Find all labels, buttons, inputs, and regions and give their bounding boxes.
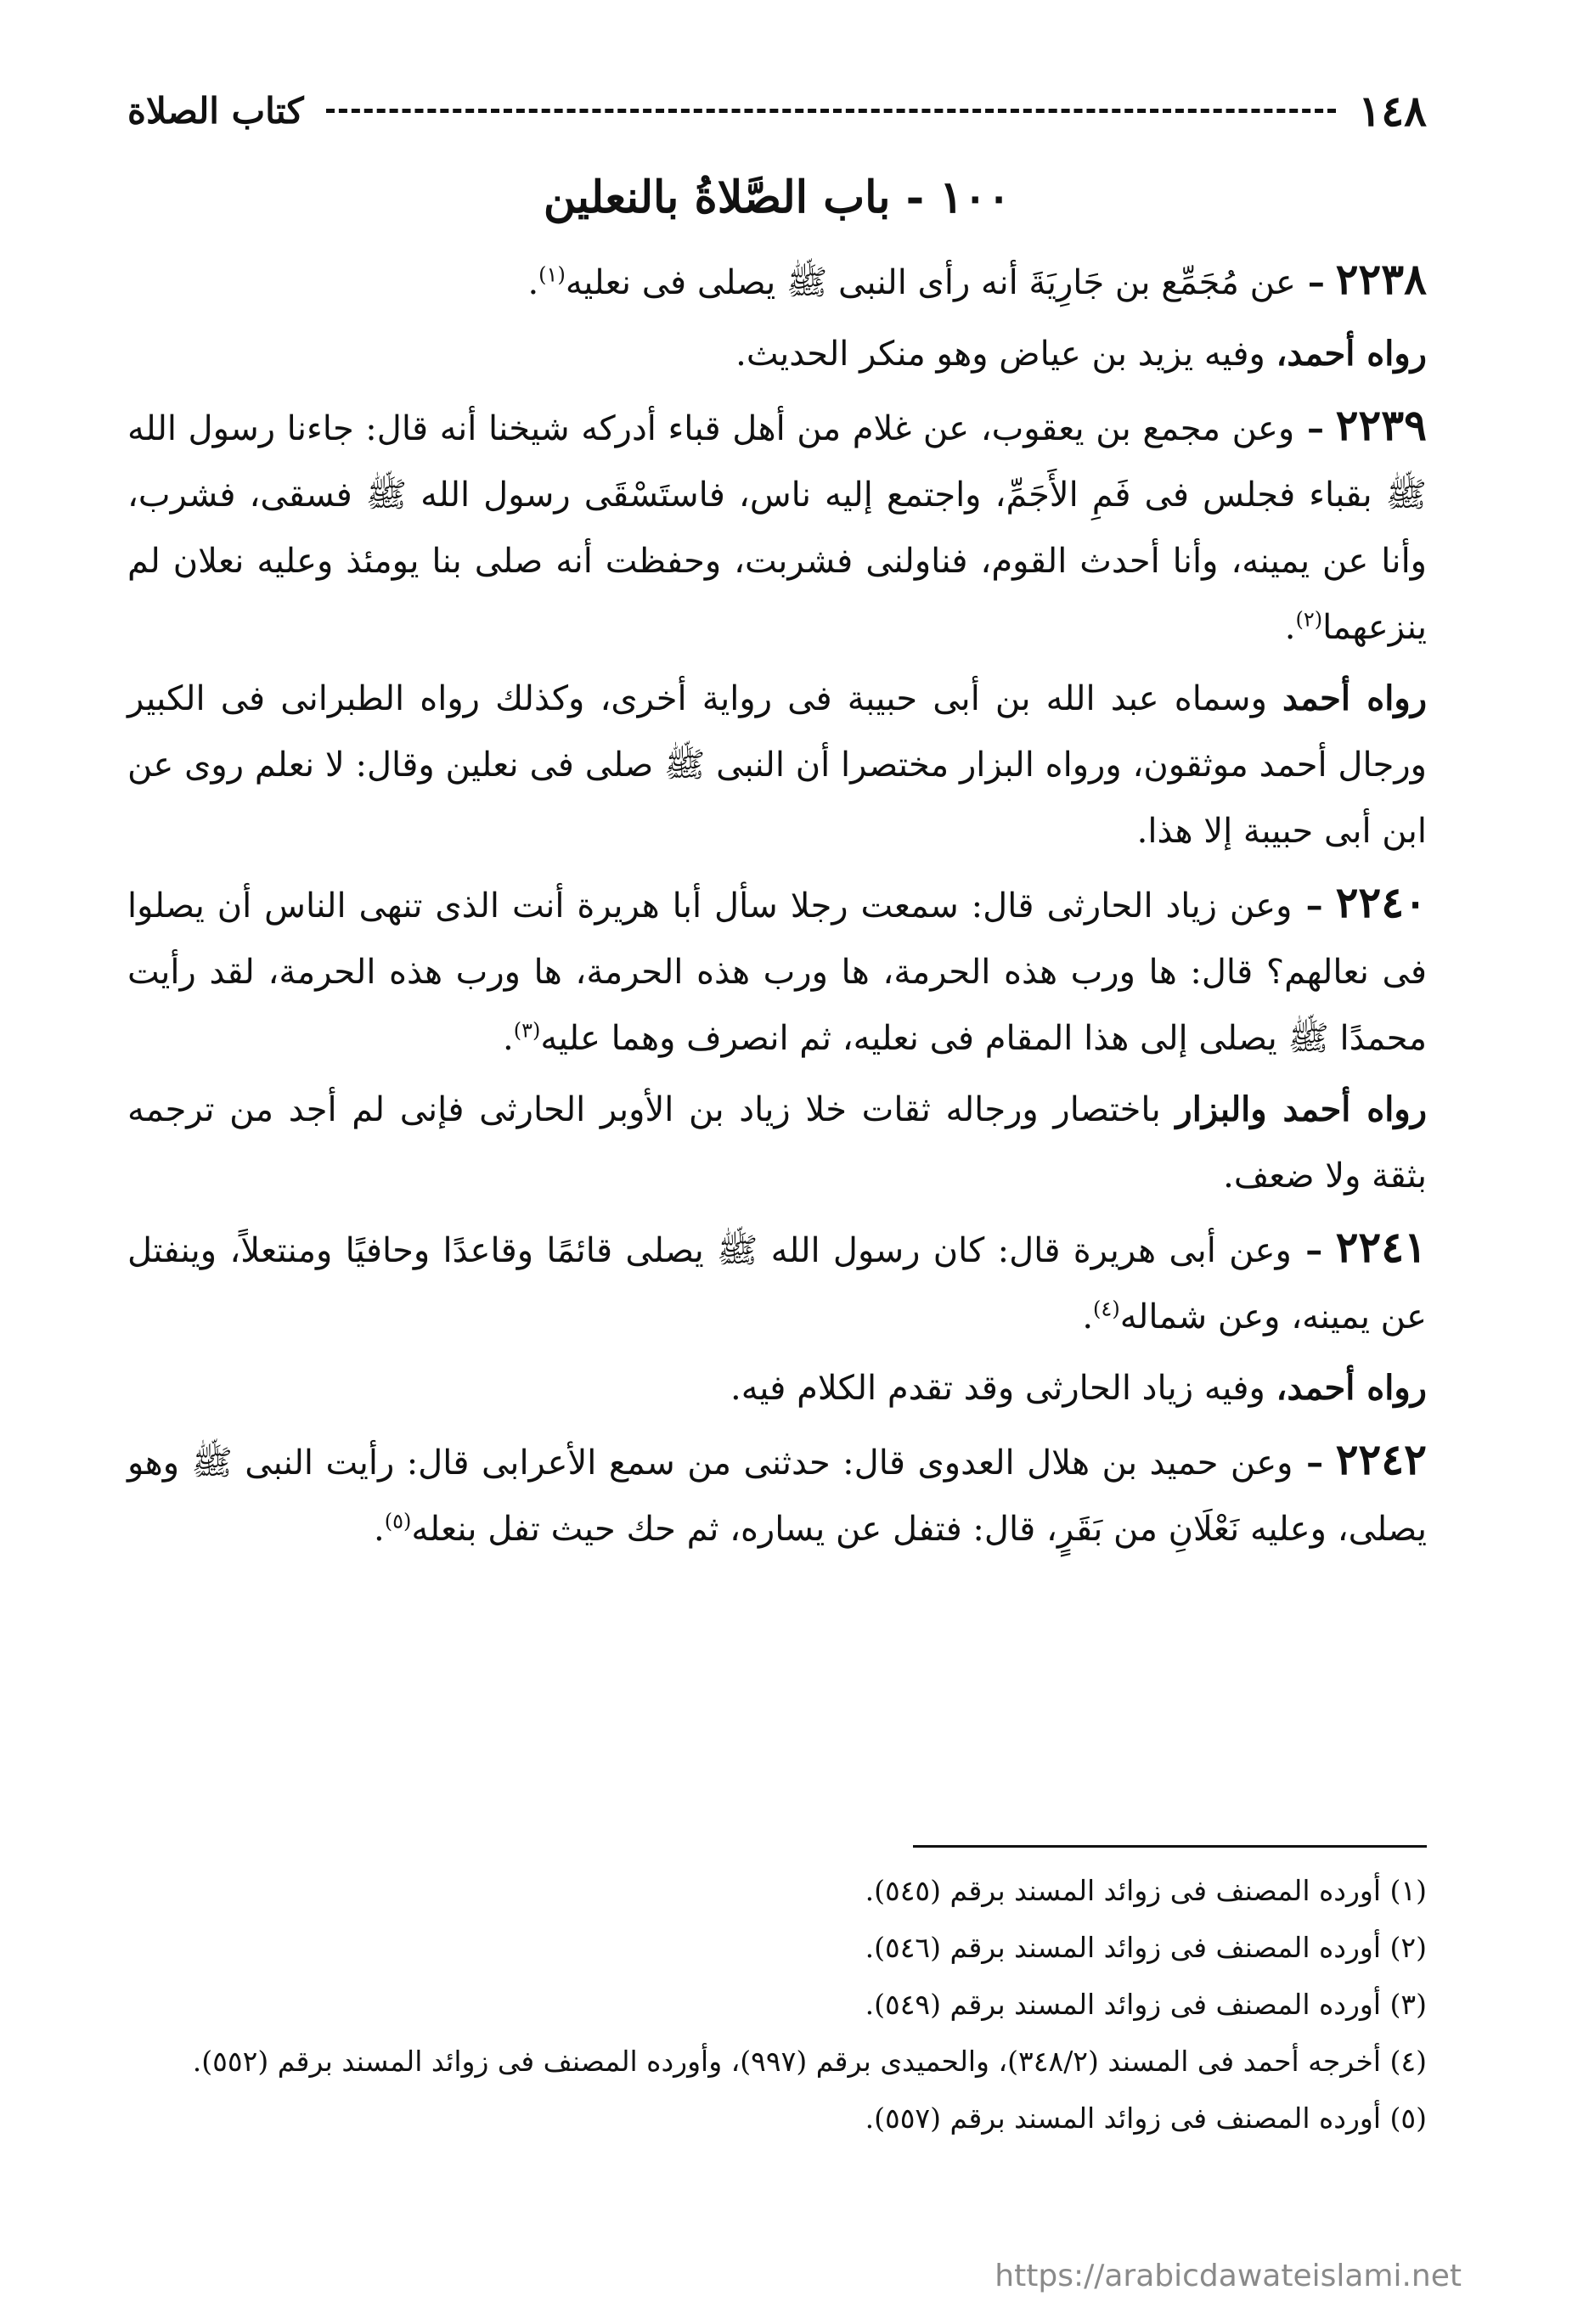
hadith-number: ٢٢٣٨ [1335,254,1427,304]
hadith-text: وعن حميد بن هلال العدوى قال: حدثنى من سمع الأعرابى قال: رأيت النبى ﷺ وهو يصلى، وعليه نَعْلَانِ من بَقَرٍ، قال: فتفل عن يساره، ثم حك حيث تفل بنعله [127,1443,1427,1549]
hadith-number: ٢٢٤٢ [1335,1434,1427,1484]
watermark-url: https://arabicdawateislami.net [995,2259,1462,2293]
source-text: رواه أحمد [1282,678,1428,718]
footnote-item: (٣) أورده المصنف فى زوائد المسند برقم (٥٤٩). [865,1988,1427,2021]
source-paragraph [127,1355,1427,1421]
hadith-dash: – [1293,1443,1324,1483]
commentary-text: باختصار ورجاله ثقات خلا زياد بن الأوبر الحارثى فإنى لم أجد من ترجمه بثقة ولا ضعف. [127,1090,1427,1196]
footnotes [127,1864,1427,2148]
source-paragraph [127,321,1427,387]
hadith-text: عن مُجَمِّع بن جَارِيَةَ أنه رأى النبى ﷺ يصلى فى نعليه [565,263,1296,302]
footnote-ref: (٥) [384,1509,412,1533]
hadith-text: وعن أبى هريرة قال: كان رسول الله ﷺ يصلى قائمًا وقاعدًا وحافيًا ومنتعلاً، وينفتل عن يمينه، وعن شماله [127,1231,1427,1336]
footnote-separator [913,1845,1427,1848]
source-paragraph [127,666,1427,864]
footnote-ref: (١) [538,262,566,287]
body-text [127,246,1427,1567]
footnote-ref: (٤) [1093,1297,1120,1321]
header-dashed-rule [326,109,1337,113]
commentary-text: وسماه عبد الله بن أبى حبيبة فى رواية أخرى، وكذلك رواه الطبرانى فى الكبير ورجال أحمد موثقون، ورواه البزار مختصرا أن النبى ﷺ صلى فى نعلين وقال: لا نعلم روى عن ابن أبى حبيبة إلا هذا. [127,679,1427,851]
source-text: رواه أحمد والبزار [1175,1089,1428,1129]
hadith-end: . [502,1019,514,1058]
hadith-dash: – [1292,886,1323,926]
footnote-item: (٤) أخرجه أحمد فى المسند (٣٤٨/٢)، والحميدى برقم (٩٩٧)، وأورده المصنف فى زوائد المسند برقم (٥٥٢). [192,2045,1427,2078]
hadith-dash: – [1291,1230,1323,1270]
running-header [127,81,1427,140]
hadith-end: . [374,1510,385,1549]
chapter-title: ١٠٠ - باب الصَّلاةُ بالنعلين [543,172,1011,223]
hadith-dash: – [1295,262,1325,302]
footnote-ref: (٣) [513,1018,541,1043]
source-text: رواه أحمد، [1276,1368,1427,1408]
hadith-number: ٢٢٣٩ [1335,400,1427,450]
hadith-number: ٢٢٤١ [1335,1222,1427,1272]
source-text: رواه أحمد، [1276,334,1427,374]
hadith-paragraph [127,1426,1427,1562]
footnote-item: (١) أورده المصنف فى زوائد المسند برقم (٥٤٥). [865,1874,1427,1907]
hadith-text: وعن زياد الحارثى قال: سمعت رجلا سأل أبا هريرة أنت الذى تنهى الناس أن يصلوا فى نعالهم؟ قال: ها ورب هذه الحرمة، ها ورب هذه الحرمة، ها ورب هذه الحرمة، لقد رأيت محمدًا ﷺ يصلى إلى هذا المقام فى نعليه، ثم انصرف وهما عليه [127,886,1427,1058]
footnote-item: (٢) أورده المصنف فى زوائد المسند برقم (٥٤٦). [865,1931,1427,1964]
footnote-ref: (٢) [1295,607,1323,632]
page-number: ١٤٨ [1358,85,1427,136]
source-paragraph [127,1077,1427,1209]
hadith-number: ٢٢٤٠ [1335,877,1427,927]
book-title: كتاب الصلاة [127,89,304,132]
hadith-paragraph [127,246,1427,316]
hadith-paragraph [127,869,1427,1072]
hadith-paragraph [127,392,1427,661]
footnote-item: (٥) أورده المصنف فى زوائد المسند برقم (٥٥٧). [865,2102,1427,2135]
commentary-text: وفيه يزيد بن عياض وهو منكر الحديث. [735,335,1265,374]
commentary-text: وفيه زياد الحارثى وقد تقدم الكلام فيه. [730,1369,1265,1408]
hadith-paragraph [127,1214,1427,1350]
hadith-end: . [1082,1297,1094,1336]
hadith-end: . [1284,608,1296,647]
hadith-end: . [527,263,539,302]
hadith-text: وعن مجمع بن يعقوب، عن غلام من أهل قباء أدركه شيخنا أنه قال: جاءنا رسول الله ﷺ بقباء فجلس فى فَمِ الأَجَمِّ، واجتمع إليه ناس، فاستَسْقَى رسول الله ﷺ فسقى، فشرب، وأنا عن يمينه، وأنا أحدث القوم، فناولنى فشربت، وحفظت أنه صلى بنا يومئذ وعليه نعلان لم ينزعهما [127,409,1427,647]
hadith-dash: – [1294,408,1324,448]
